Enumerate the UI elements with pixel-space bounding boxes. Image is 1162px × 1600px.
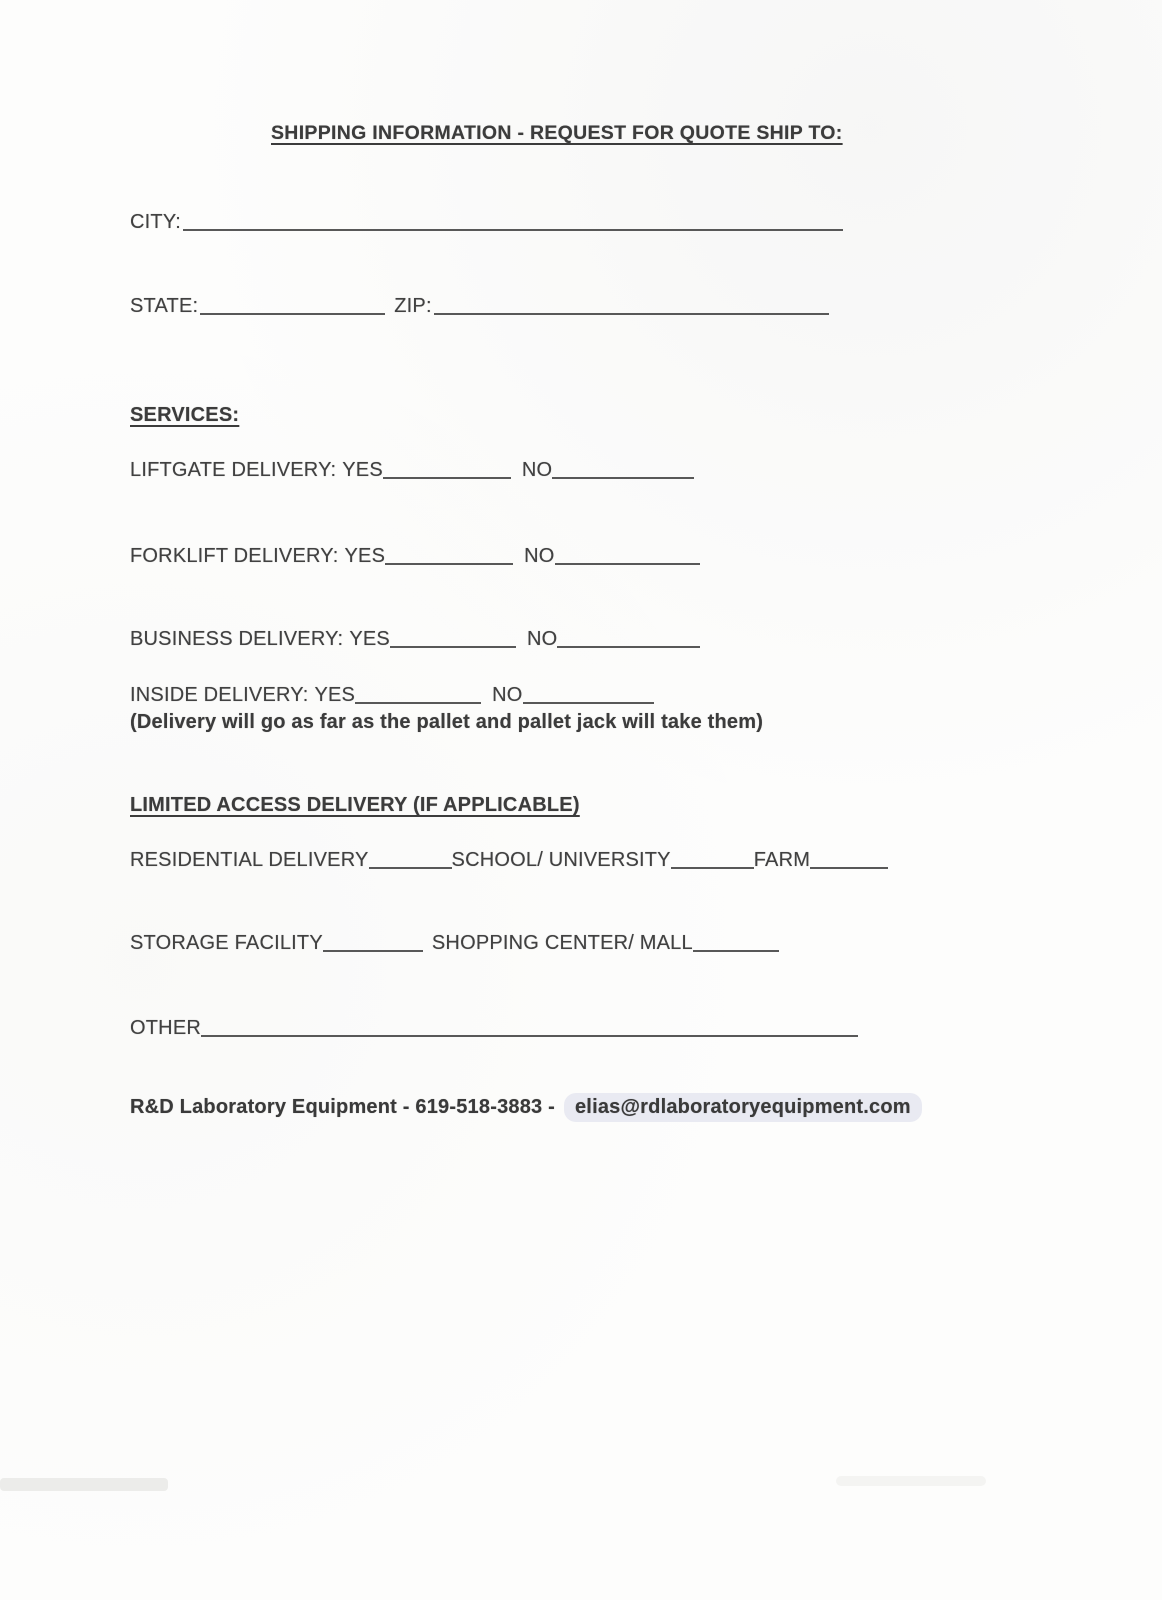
forklift-delivery-row bbox=[130, 545, 700, 568]
state-label: STATE: bbox=[130, 295, 199, 317]
yes-label: YES bbox=[342, 459, 383, 481]
company-and-phone: R&D Laboratory Equipment - 619-518-3883 - bbox=[130, 1096, 555, 1118]
residential-blank-line bbox=[369, 853, 452, 869]
other-label: OTHER bbox=[130, 1017, 201, 1039]
no-label: NO bbox=[524, 545, 555, 567]
residential-delivery-label: RESIDENTIAL DELIVERY bbox=[130, 849, 369, 871]
zip-label: ZIP: bbox=[394, 295, 432, 317]
services-heading: SERVICES: bbox=[130, 404, 240, 426]
limited-access-row-2 bbox=[130, 932, 779, 955]
business-delivery-row bbox=[130, 628, 700, 651]
contact-email: elias@rdlaboratoryequipment.com bbox=[564, 1093, 922, 1122]
shopping-center-mall-blank-line bbox=[693, 936, 779, 952]
forklift-delivery-label: FORKLIFT DELIVERY: bbox=[130, 545, 339, 567]
inside-yes-blank-line bbox=[355, 688, 481, 704]
forklift-no-blank-line bbox=[555, 549, 700, 565]
scan-smudge bbox=[0, 1478, 168, 1491]
other-blank-line bbox=[201, 1021, 858, 1037]
yes-label: YES bbox=[349, 628, 390, 650]
forklift-yes-blank-line bbox=[385, 549, 513, 565]
inside-delivery-note: (Delivery will go as far as the pallet and pallet jack will take them) bbox=[130, 711, 764, 733]
other-field-row bbox=[130, 1017, 858, 1040]
inside-delivery-label: INSIDE DELIVERY: bbox=[130, 684, 309, 706]
form-title: SHIPPING INFORMATION - REQUEST FOR QUOTE SHIP TO: bbox=[271, 122, 843, 144]
state-blank-line bbox=[200, 299, 385, 315]
liftgate-delivery-label: LIFTGATE DELIVERY: bbox=[130, 459, 337, 481]
storage-facility-blank-line bbox=[323, 936, 423, 952]
yes-label: YES bbox=[344, 545, 386, 567]
school-university-label: SCHOOL/ UNIVERSITY bbox=[451, 849, 671, 871]
limited-access-heading: LIMITED ACCESS DELIVERY (IF APPLICABLE) bbox=[130, 794, 580, 816]
limited-access-row-1 bbox=[130, 849, 888, 872]
inside-delivery-row bbox=[130, 684, 654, 707]
school-university-blank-line bbox=[671, 853, 754, 869]
scan-smudge bbox=[836, 1476, 986, 1486]
yes-label: YES bbox=[314, 684, 356, 706]
shopping-center-mall-label: SHOPPING CENTER/ MALL bbox=[431, 932, 693, 954]
liftgate-yes-blank-line bbox=[383, 463, 511, 479]
liftgate-no-blank-line bbox=[552, 463, 694, 479]
farm-blank-line bbox=[810, 853, 888, 869]
inside-no-blank-line bbox=[523, 688, 654, 704]
business-delivery-label: BUSINESS DELIVERY: bbox=[130, 628, 344, 650]
city-label: CITY: bbox=[130, 211, 182, 233]
business-no-blank-line bbox=[557, 632, 700, 648]
footer-contact-line bbox=[130, 1096, 922, 1119]
city-field-row bbox=[130, 211, 843, 234]
no-label: NO bbox=[521, 459, 553, 481]
no-label: NO bbox=[492, 684, 523, 706]
zip-blank-line bbox=[434, 299, 829, 315]
farm-label: FARM bbox=[753, 849, 811, 871]
storage-facility-label: STORAGE FACILITY bbox=[130, 932, 323, 954]
liftgate-delivery-row bbox=[130, 459, 694, 482]
city-blank-line bbox=[183, 215, 843, 231]
business-yes-blank-line bbox=[390, 632, 516, 648]
no-label: NO bbox=[526, 628, 558, 650]
state-zip-field-row bbox=[130, 295, 829, 318]
